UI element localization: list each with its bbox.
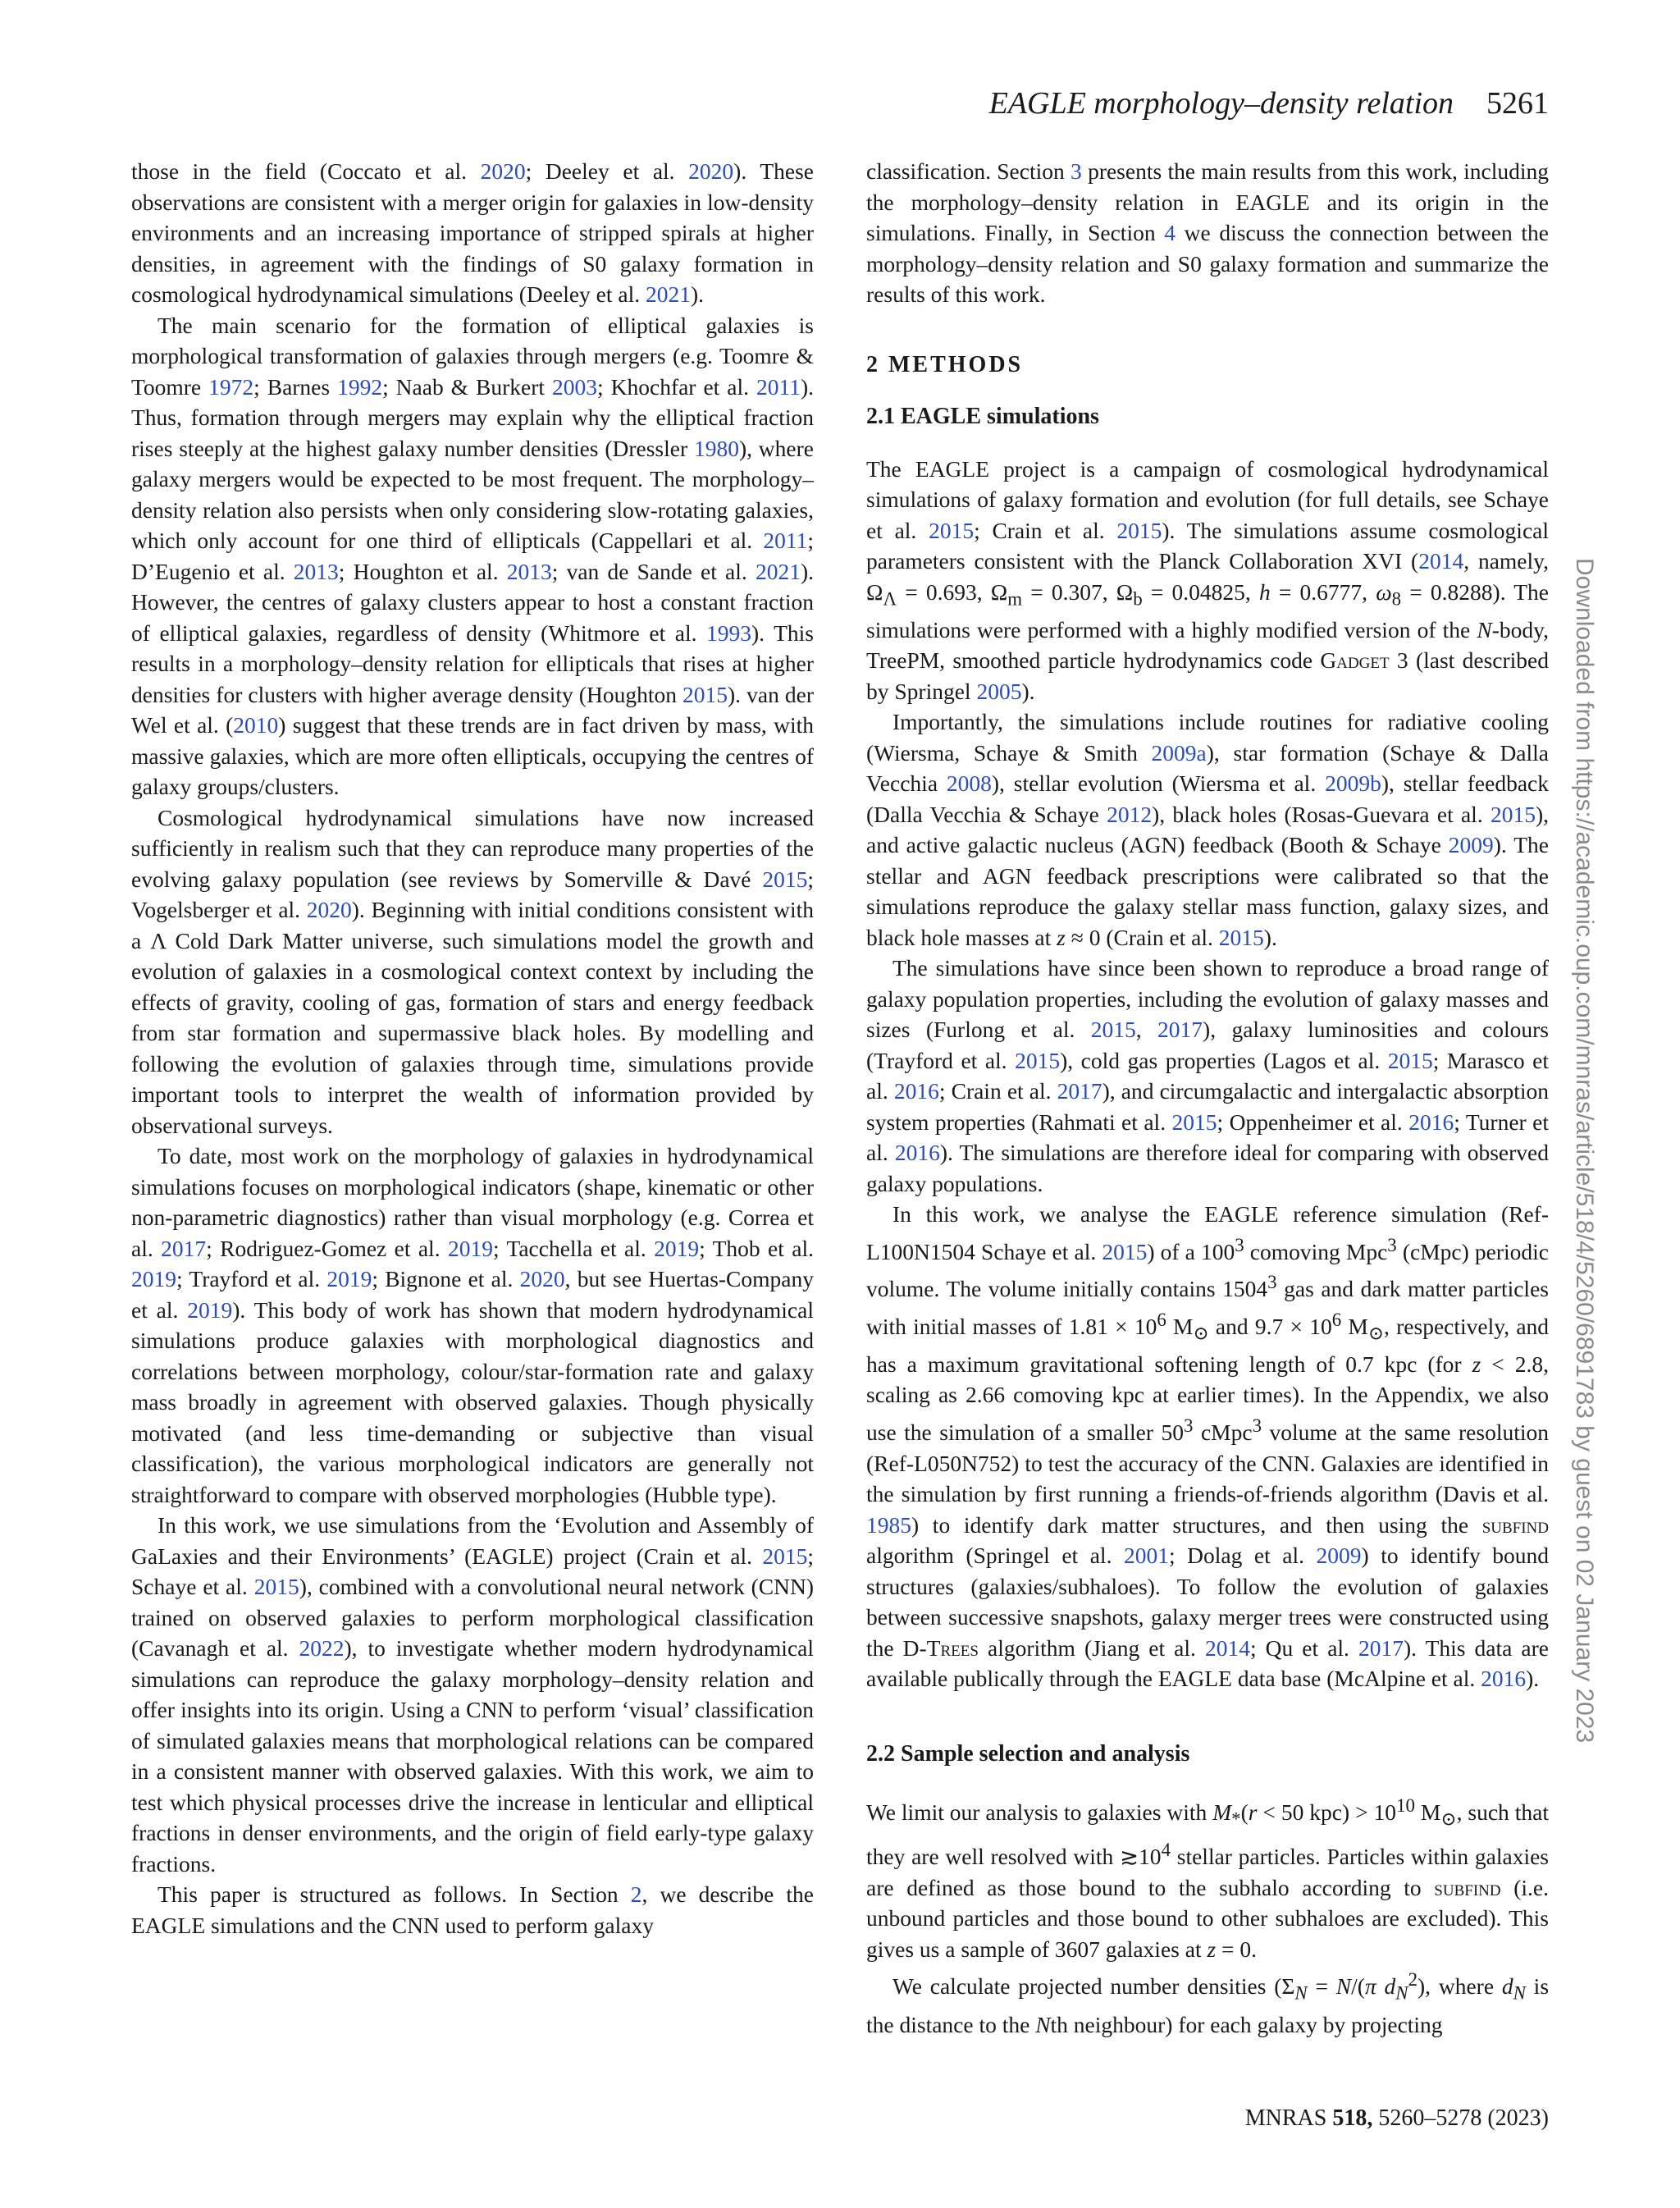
paragraph: This paper is structured as follows. In Section 2, we describe the EAGLE simulations and the CNN used to perform galaxy bbox=[131, 1881, 814, 1938]
citation-link[interactable]: 2015 bbox=[1490, 801, 1536, 827]
citation-link[interactable]: 2020 bbox=[688, 158, 734, 184]
footer-pages: 5260–5278 (2023) bbox=[1378, 2105, 1549, 2131]
paragraph: In this work, we analyse the EAGLE reference simulation (Ref-L100N1504 Schaye et al. 2015) of a $100^3$ comoving Mpc$^3$ (cMpc) periodic volume. The volume initially contains 1504$^3$ gas and dark matter particles with initial masses of $1.81 \times 10^6$ $M_⊙$ and $9.7 \times 10^6$ $M_⊙$, respectively, and has a maximum gravitational softening length of 0.7 kpc (for z < 2.8, scaling as 2.66 comoving kpc at earlier times). In the Appendix, we also use the simulation of a smaller $50^3$ cMpc$^3$ volume at the same resolution (Ref-L050N752) to test the accuracy of the CNN. Galaxies are identified in the simulation by first running a friends-of-friends algorithm (Davis et al. 1985) to identify dark matter structures, and then using the subfind algorithm (Springel et al. 2001; Dolag et al. 2009) to identify bound structures (galaxies/subhaloes). To follow the evolution of galaxies between successive snapshots, galaxy merger trees were constructed using the D-Trees algorithm (Jiang et al. 2014; Qu et al. 2017). This data are available publically through the EAGLE data base (McAlpine et al. 2016). bbox=[866, 1201, 1550, 1692]
subsection-heading-sample: 2.2 Sample selection and analysis bbox=[866, 1740, 1190, 1767]
paragraph: Cosmological hydrodynamical simulations have now increased sufficiently in realism such that they can reproduce many properties of the evolving galaxy population (see reviews by Somerville & Davé 2015; Vogelsberger et al. 2020). Beginning with initial conditions consistent with a Λ Cold Dark Matter universe, such simulations model the growth and evolution of galaxies in a cosmological context context by including the effects of gravity, cooling of gas, formation of stars and energy feedback from star formation and supermassive black holes. By modelling and following the evolution of galaxies through time, simulations provide important tools to interpret the wealth of information provided by observational surveys. bbox=[131, 804, 814, 1138]
citation-link[interactable]: 2019 bbox=[131, 1266, 176, 1291]
citation-link[interactable]: 2015 bbox=[929, 517, 975, 543]
citation-link[interactable]: 2016 bbox=[1408, 1109, 1454, 1135]
citation-link[interactable]: 2015 bbox=[1387, 1047, 1433, 1073]
paragraph: The simulations have since been shown to reproduce a broad range of galaxy population properties, including the evolution of galaxy masses and sizes (Furlong et al. 2015, 2017), galaxy luminosities and colours (Trayford et al. 2015), cold gas properties (Lagos et al. 2015; Marasco et al. 2016; Crain et al. 2017), and circumgalactic and intergalactic absorption system properties (Rahmati et al. 2015; Oppenheimer et al. 2016; Turner et al. 2016). The simulations are therefore ideal for comparing with observed galaxy populations. bbox=[866, 955, 1550, 1196]
paragraph: In this work, we use simulations from the ‘Evolution and Assembly of GaLaxies and their Environments’ (EAGLE) project (Crain et al. 2015; Schaye et al. 2015), combined with a convolutional neural network (CNN) trained on observed galaxies to perform morphological classification (Cavanagh et al. 2022), to investigate whether modern hydrodynamical simulations can reproduce the galaxy morphology–density relation and offer insights into its origin. Using a CNN to perform ‘visual’ classification of simulated galaxies means that morphological relations can be compared in a consistent manner with observed galaxies. With this work, we aim to test which physical processes drive the increase in lenticular and elliptical fractions in denser environments, and the origin of field early-type galaxy fractions. bbox=[131, 1512, 815, 1877]
paragraph: Importantly, the simulations include routines for radiative cooling (Wiersma, Schaye & Smith 2009a), star formation (Schaye & Dalla Vecchia 2008), stellar evolution (Wiersma et al. 2009b), stellar feedback (Dalla Vecchia & Schaye 2012), black holes (Rosas-Guevara et al. 2015), and active galactic nucleus (AGN) feedback (Booth & Schaye 2009). The stellar and AGN feedback prescriptions were calibrated so that the simulations reproduce the galaxy stellar mass function, galaxy sizes, and black hole masses at z ≈ 0 (Crain et al. 2015). bbox=[866, 709, 1549, 950]
subsection-heading-eagle: 2.1 EAGLE simulations bbox=[866, 404, 1099, 429]
citation-link[interactable]: 2017 bbox=[161, 1235, 207, 1261]
citation-link[interactable]: 1992 bbox=[337, 373, 383, 400]
citation-link[interactable]: 1972 bbox=[208, 373, 254, 400]
citation-link[interactable]: 2014 bbox=[1204, 1634, 1250, 1661]
citation-link[interactable]: 2022 bbox=[299, 1635, 345, 1661]
citation-link[interactable]: 2009 bbox=[1448, 832, 1494, 857]
citation-link[interactable]: 2013 bbox=[506, 558, 552, 584]
section-link[interactable]: 3 bbox=[1071, 158, 1082, 184]
footer-journal: MNRAS bbox=[1244, 2105, 1327, 2131]
paragraph: those in the field (Coccato et al. 2020; Deeley et al. 2020). These observations are consistent with a merger origin for galaxies in low-density environments and an increasing importance of stripped spirals at higher densities, in agreement with the findings of S0 galaxy formation in cosmological hydrodynamical simulations (Deeley et al. 2021). bbox=[131, 158, 814, 307]
citation-link[interactable]: 2020 bbox=[306, 897, 352, 922]
paragraph: The main scenario for the formation of elliptical galaxies is morphological transformation of galaxies through mergers (e.g. Toomre & Toomre 1972; Barnes 1992; Naab & Burkert 2003; Khochfar et al. 2011). Thus, formation through mergers may explain why the elliptical fraction rises steeply at the highest galaxy number densities (Dressler 1980), where galaxy mergers would be expected to be most frequent. The morphology–density relation also persists when only considering slow-rotating galaxies, which only account for one third of ellipticals (Cappellari et al. 2011; D’Eugenio et al. 2013; Houghton et al. 2013; van de Sande et al. 2021). However, the centres of galaxy clusters appear to host a constant fraction of elliptical galaxies, regardless of density (Whitmore et al. 1993). This results in a morphology–density relation for ellipticals that rises at higher densities for clusters with higher average density (Houghton 2015). van der Wel et al. (2010) suggest that these trends are in fact driven by mass, with massive galaxies, which are more often ellipticals, occupying the centres of galaxy groups/clusters. bbox=[131, 312, 814, 799]
section-link[interactable]: 4 bbox=[1164, 220, 1176, 245]
citation-link[interactable]: 2016 bbox=[894, 1140, 940, 1165]
citation-link[interactable]: 2017 bbox=[1358, 1634, 1404, 1661]
citation-link[interactable]: 2005 bbox=[976, 678, 1022, 704]
download-notice: Downloaded from https://academic.oup.com/mnras/article/518/4/5260/6891783 by guest on 02 January 2023 bbox=[1571, 558, 1598, 1744]
citation-link[interactable]: 2021 bbox=[645, 281, 691, 307]
paragraph: To date, most work on the morphology of galaxies in hydrodynamical simulations focuses on morphological indicators (shape, kinematic or other non-parametric diagnostics) rather than visual morphology (e.g. Correa et al. 2017; Rodriguez-Gomez et al. 2019; Tacchella et al. 2019; Thob et al. 2019; Trayford et al. 2019; Bignone et al. 2020, but see Huertas-Company et al. 2019). This body of work has shown that modern hydrodynamical simulations produce galaxies with morphological diagnostics and correlations between morphology, colour/star-formation rate and galaxy mass broadly in agreement with observed galaxies. Though physically motivated (and less time-demanding or subjective than visual classification), the various morphological indicators are generally not straightforward to compare with observed morphologies (Hubble type). bbox=[131, 1143, 814, 1507]
citation-link[interactable]: 2015 bbox=[1218, 924, 1264, 950]
citation-link[interactable]: 2017 bbox=[1157, 1017, 1203, 1042]
citation-link[interactable]: 1985 bbox=[866, 1511, 911, 1538]
citation-link[interactable]: 2009 bbox=[1316, 1543, 1362, 1569]
citation-link[interactable]: 2015 bbox=[1171, 1109, 1217, 1135]
section-link[interactable]: 2 bbox=[630, 1881, 642, 1907]
citation-link[interactable]: 2015 bbox=[1015, 1047, 1061, 1073]
citation-link[interactable]: 2015 bbox=[762, 866, 808, 892]
citation-link[interactable]: 2009a bbox=[1151, 739, 1207, 766]
section-heading-methods: 2 METHODS bbox=[866, 351, 1024, 377]
citation-link[interactable]: 2019 bbox=[326, 1266, 372, 1291]
citation-link[interactable]: 2001 bbox=[1123, 1543, 1169, 1569]
citation-link[interactable]: 2016 bbox=[1481, 1666, 1527, 1692]
page-footer bbox=[1245, 2105, 1549, 2132]
paragraph: The EAGLE project is a campaign of cosmological hydrodynamical simulations of galaxy formation and evolution (for full details, see Schaye et al. 2015; Crain et al. 2015). The simulations assume cosmological parameters consistent with the Planck Collaboration XVI (2014, namely, $\Omega_\Lambda = 0.693$, $\Omega_m = 0.307$, $\Omega_b = 0.04825$, h = 0.6777, $\omega_8 = 0.8288$). The simulations were performed with a highly modified version of the N-body, TreePM, smoothed particle hydrodynamics code Gadget 3 (last described by Springel 2005). bbox=[866, 455, 1549, 704]
right-column bbox=[866, 156, 1549, 2040]
citation-link[interactable]: 1980 bbox=[693, 435, 739, 461]
citation-link[interactable]: 2020 bbox=[480, 158, 526, 184]
citation-link[interactable]: 2015 bbox=[253, 1574, 299, 1599]
citation-link[interactable]: 2015 bbox=[762, 1543, 808, 1569]
running-head bbox=[989, 85, 1549, 121]
citation-link[interactable]: 2019 bbox=[654, 1235, 700, 1261]
citation-link[interactable]: 2014 bbox=[1418, 548, 1464, 574]
page-number: 5261 bbox=[1486, 86, 1549, 121]
citation-link[interactable]: 2015 bbox=[682, 681, 728, 707]
citation-link[interactable]: 2015 bbox=[1116, 517, 1162, 543]
citation-link[interactable]: 2015 bbox=[1090, 1017, 1136, 1042]
citation-link[interactable]: 1993 bbox=[706, 619, 752, 646]
citation-link[interactable]: 2011 bbox=[756, 373, 801, 400]
citation-link[interactable]: 2003 bbox=[552, 373, 598, 400]
citation-link[interactable]: 2009b bbox=[1325, 770, 1381, 796]
citation-link[interactable]: 2010 bbox=[233, 712, 279, 738]
citation-link[interactable]: 2011 bbox=[763, 528, 808, 553]
paragraph: We calculate projected number densities ($\Sigma_N = N/(\pi$ $d_N^2$), where $d_N$ is the distance to the Nth neighbour) for each galaxy by projecting bbox=[866, 1969, 1550, 2037]
paragraph: We limit our analysis to galaxies with $M_*(r < 50$ $kpc) > 10^{10}$ $M_⊙$, such that they are well resolved with $≳10^4$ stellar particles. Particles within galaxies are defined as those bound to the subhalo according to subfind (i.e. unbound particles and those bound to other subhaloes are excluded). This gives us a sample of 3607 galaxies at z = 0. bbox=[866, 1795, 1549, 1962]
citation-link[interactable]: 2015 bbox=[1102, 1238, 1148, 1264]
citation-link[interactable]: 2016 bbox=[893, 1078, 939, 1104]
citation-link[interactable]: 2019 bbox=[447, 1235, 493, 1261]
citation-link[interactable]: 2017 bbox=[1057, 1078, 1102, 1104]
running-head-title: EAGLE morphology–density relation bbox=[988, 86, 1454, 121]
citation-link[interactable]: 2008 bbox=[946, 770, 992, 796]
citation-link[interactable]: 2019 bbox=[187, 1296, 233, 1323]
citation-link[interactable]: 2021 bbox=[755, 558, 801, 584]
paragraph: classification. Section 3 presents the main results from this work, including the morphology–density relation in EAGLE and its origin in the simulations. Finally, in Section 4 we discuss the connection between the morphology–density relation and S0 galaxy formation and summarize the results of this work. bbox=[866, 158, 1550, 307]
citation-link[interactable]: 2012 bbox=[1107, 801, 1153, 827]
citation-link[interactable]: 2013 bbox=[293, 558, 339, 584]
left-column bbox=[131, 156, 814, 1941]
footer-volume: 518, bbox=[1332, 2105, 1373, 2131]
citation-link[interactable]: 2020 bbox=[519, 1266, 565, 1291]
